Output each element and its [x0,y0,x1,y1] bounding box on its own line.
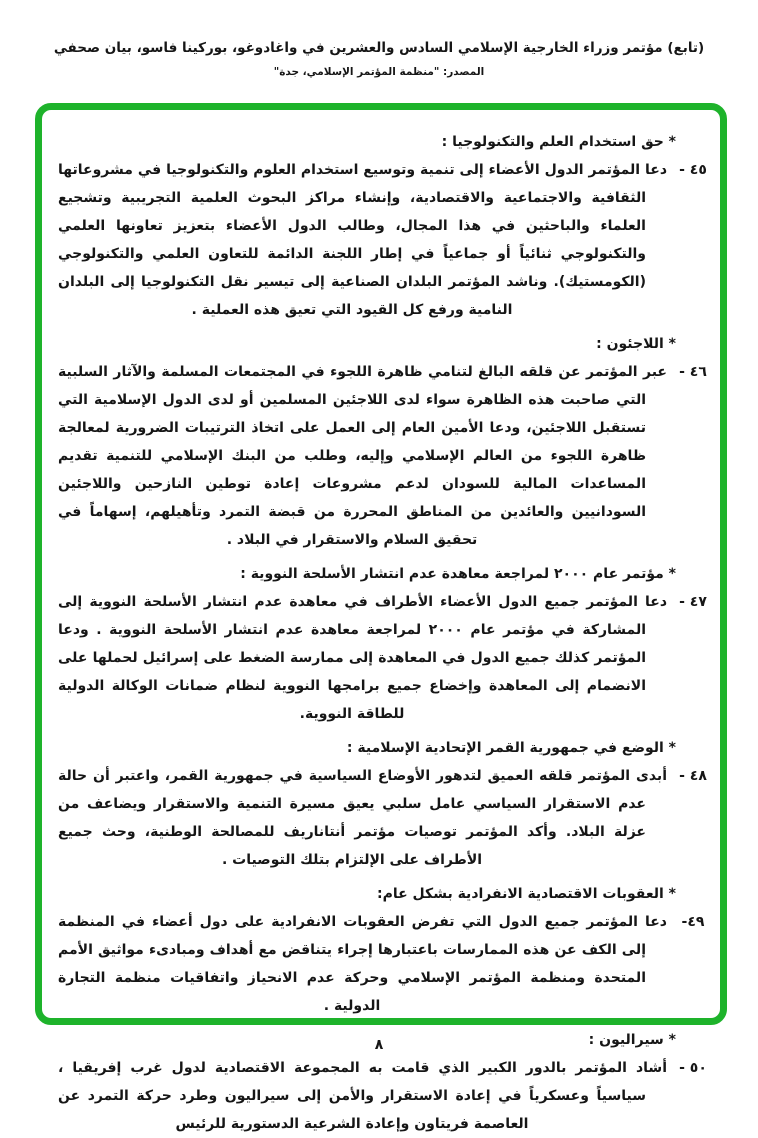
numbered-paragraph [58,762,710,874]
paragraph-text: دعا المؤتمر جميع الدول الأعضاء الأطراف في معاهدة عدم انتشار الأسلحة النووية إلى المشاركة في مؤتمر عام ٢٠٠٠ لمراجعة معاهدة عدم انتشار الأسلحة النووية . ودعا المؤتمر كذلك جميع الدول في المعاهدة إلى ممارسة الضغط على إسرائيل لحملها على الانضمام إلى المعاهدة وإخضاع جميع برامجها النووية لنظام ضمانات الوكالة الدولية للطاقة النووية. [58,594,667,722]
paragraph-number: ٥٠ - [679,1060,707,1076]
paragraph-text: عبر المؤتمر عن قلقه البالغ لتنامي ظاهرة اللجوء في المجتمعات المسلمة والآثار السلبية التي صاحبت هذه الظاهرة سواء لدى اللاجئين المسلمين أو لدى الدول الإسلامية التي تستقبل اللاجئين، ودعا الأمين العام إلى العمل على اتخاذ الترتيبات الضرورية لمعالجة ظاهرة اللجوء من العالم الإسلامي وإليه، وطلب من البنك الإسلامي للتنمية تقديم المساعدات المالية للسودان لدعم مشروعات إعادة توطين النازحين واللاجئين السودانيين والعائدين من المناطق المحررة من قبضة التمرد وتأهيلهم، إسهاماً في تحقيق السلام والاستقرار في البلاد . [58,364,667,548]
paragraph-number: ٤٦ - [679,364,707,380]
document-body [42,110,720,1132]
paragraph-number: ٤٨ - [679,768,707,784]
numbered-paragraph [58,1054,710,1138]
numbered-paragraph [58,908,710,1020]
paragraph-text: أبدى المؤتمر قلقه العميق لتدهور الأوضاع السياسية في جمهورية القمر، واعتبر أن حالة عدم الاستقرار السياسي عامل سلبي يعيق مسيرة التنمية والاستقرار ويضاعف من عزلة البلاد. وأكد المؤتمر توصيات مؤتمر أنتاناريف للمصالحة الوطنية، وحث جميع الأطراف على الإلتزام بتلك التوصيات . [58,768,667,868]
section-heading: * اللاجئون : [596,336,676,352]
numbered-paragraph [58,358,710,554]
numbered-paragraph [58,156,710,324]
document-header [0,40,758,78]
green-border-frame [35,103,727,1132]
paragraph-number: ٤٥ - [679,162,707,178]
document-source-line: المصدر: "منظمة المؤتمر الإسلامي، جدة" [273,66,485,78]
section-heading: * سيراليون : [588,1032,676,1048]
paragraph-text: أشاد المؤتمر بالدور الكبير الذي قامت به المجموعة الاقتصادية لدول غرب إفريقيا ، سياسياً وعسكرياً في إعادة الاستقرار والأمن إلى سيراليون وطرد حركة التمرد عن العاصمة فريتاون وإعادة الشرعية الدستورية للرئيس [58,1060,667,1132]
section-heading: * حق استخدام العلم والتكنولوجيا : [441,134,676,150]
paragraph-text: دعا المؤتمر جميع الدول التي تفرض العقوبات الانفرادية على دول أعضاء في المنظمة إلى الكف عن هذه الممارسات باعتبارها إجراء يتناقض مع أهداف ومبادىء مواثيق الأمم المتحدة ومنظمة المؤتمر الإسلامي وحركة عدم الانحياز واتفاقيات منظمة التجارة الدولية . [58,914,667,1014]
paragraph-number: ٤٧ - [679,594,707,610]
page-number: ٨ [374,1037,384,1053]
document-title: (تابع) مؤتمر وزراء الخارجية الإسلامي السادس والعشرين في واغادوغو، بوركينا فاسو، بيان صحفي [53,40,705,56]
numbered-paragraph [58,588,710,728]
paragraph-number: ٤٩- [681,914,705,930]
section-heading: * العقوبات الاقتصادية الانفرادية بشكل عام: [377,886,676,902]
section-heading: * الوضع في جمهورية القمر الإتحادية الإسلامية : [346,740,676,756]
section-heading: * مؤتمر عام ٢٠٠٠ لمراجعة معاهدة عدم انتشار الأسلحة النووية : [240,566,676,582]
paragraph-text: دعا المؤتمر الدول الأعضاء إلى تنمية وتوسيع استخدام العلوم والتكنولوجيا في مشروعاتها الثقافية والاجتماعية والاقتصادية، وإنشاء مراكز البحوث العلمية التجريبية وتشجيع العلماء والباحثين في هذا المجال، وطالب الدول الأعضاء بتعزيز تعاونها العلمي والتكنولوجي ثنائياً أو جماعياً في إطار اللجنة الدائمة للتعاون العلمي والتكنولوجي (الكومستيك). وناشد المؤتمر البلدان الصناعية إلى تيسير نقل التكنولوجيا إلى البلدان النامية ورفع كل القيود التي تعيق هذه العملية . [58,162,667,318]
